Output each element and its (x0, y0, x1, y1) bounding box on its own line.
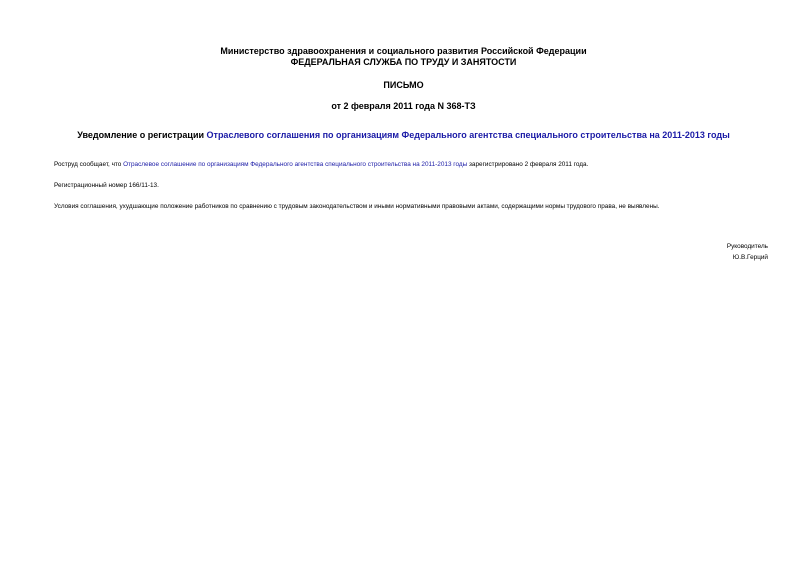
document-date-number: от 2 февраля 2011 года N 368-ТЗ (331, 101, 476, 111)
paragraph-registration (54, 161, 588, 169)
paragraph-conditions: Условия соглашения, ухудшающие положение работников по сравнению с трудовым законодательством и иными нормативными правовыми актами, содержащими нормы трудового права, не выявлены. (54, 203, 660, 210)
signature-name: Ю.В.Герций (732, 254, 768, 261)
signature-role: Руководитель (726, 243, 768, 250)
document-type: ПИСЬМО (383, 80, 424, 90)
paragraph-registration-number: Регистрационный номер 166/11-13. (54, 182, 159, 189)
paragraph-registration-suffix: зарегистрировано 2 февраля 2011 года. (467, 161, 589, 168)
service-heading: ФЕДЕРАЛЬНАЯ СЛУЖБА ПО ТРУДУ И ЗАНЯТОСТИ (290, 57, 517, 67)
document-title (0, 130, 807, 141)
agreement-link[interactable]: Отраслевое соглашение по организациям Федерального агентства специального строительства на 2011-2013 годы (123, 161, 468, 168)
ministry-heading: Министерство здравоохранения и социального развития Российской Федерации (220, 46, 587, 56)
paragraph-registration-prefix: Роструд сообщает, что (54, 161, 124, 168)
title-agreement-link[interactable]: Отраслевого соглашения по организациям Федерального агентства специального строительства на 2011-2013 годы (206, 130, 730, 140)
title-prefix: Уведомление о регистрации (77, 130, 207, 140)
